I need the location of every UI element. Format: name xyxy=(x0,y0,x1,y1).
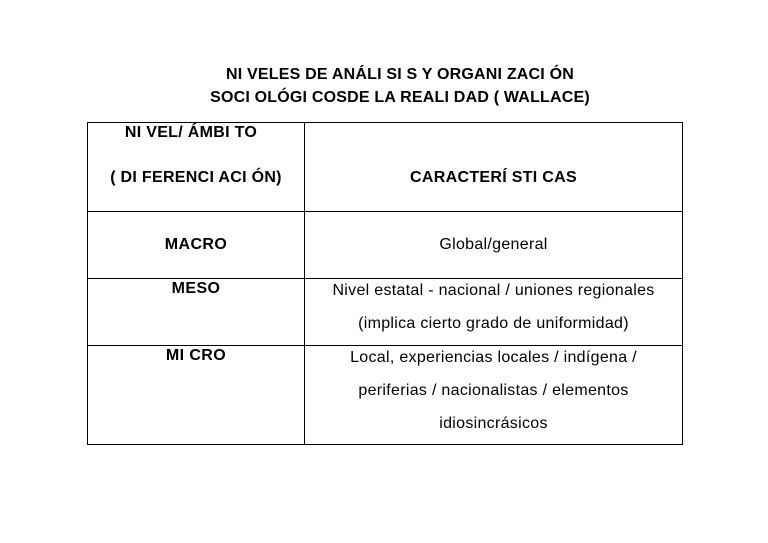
characteristics-line: Local, experiencias locales / indígena / xyxy=(350,349,637,366)
header-level-label: NI VEL/ ÁMBI TO xyxy=(124,124,258,141)
document-title-line-2: SOCI OLÓGI COSDE LA REALI DAD ( WALLACE) xyxy=(210,89,590,106)
level-cell xyxy=(88,346,305,445)
table-row-micro xyxy=(88,346,683,445)
table-row-meso xyxy=(88,279,683,346)
characteristics-line: periferias / nacionalistas / elementos xyxy=(358,382,629,399)
level-cell xyxy=(88,212,305,279)
level-label: MI CRO xyxy=(165,347,227,364)
header-cell-characteristics xyxy=(305,123,683,212)
level-cell xyxy=(88,279,305,346)
level-label: MESO xyxy=(171,280,221,297)
characteristics-line: (implica cierto grado de uniformidad) xyxy=(358,315,629,332)
characteristics-cell xyxy=(305,279,683,346)
document-title-line-1: NI VELES DE ANÁLI SI S Y ORGANI ZACI ÓN xyxy=(226,66,574,83)
characteristics-line: Nivel estatal - nacional / uniones regionales xyxy=(332,282,655,299)
characteristics-text: Global/general xyxy=(439,236,548,253)
header-characteristics-label: CARACTERÍ STI CAS xyxy=(410,169,577,186)
table-row-macro xyxy=(88,212,683,279)
table-header-row xyxy=(88,123,683,212)
characteristics-cell xyxy=(305,212,683,279)
characteristics-line: idiosincrásicos xyxy=(439,415,548,432)
header-differentiation-label: ( DI FERENCI ACI ÓN) xyxy=(110,169,282,186)
level-label: MACRO xyxy=(164,236,228,253)
characteristics-cell xyxy=(305,346,683,445)
levels-table xyxy=(87,122,683,445)
header-cell-level xyxy=(88,123,305,212)
